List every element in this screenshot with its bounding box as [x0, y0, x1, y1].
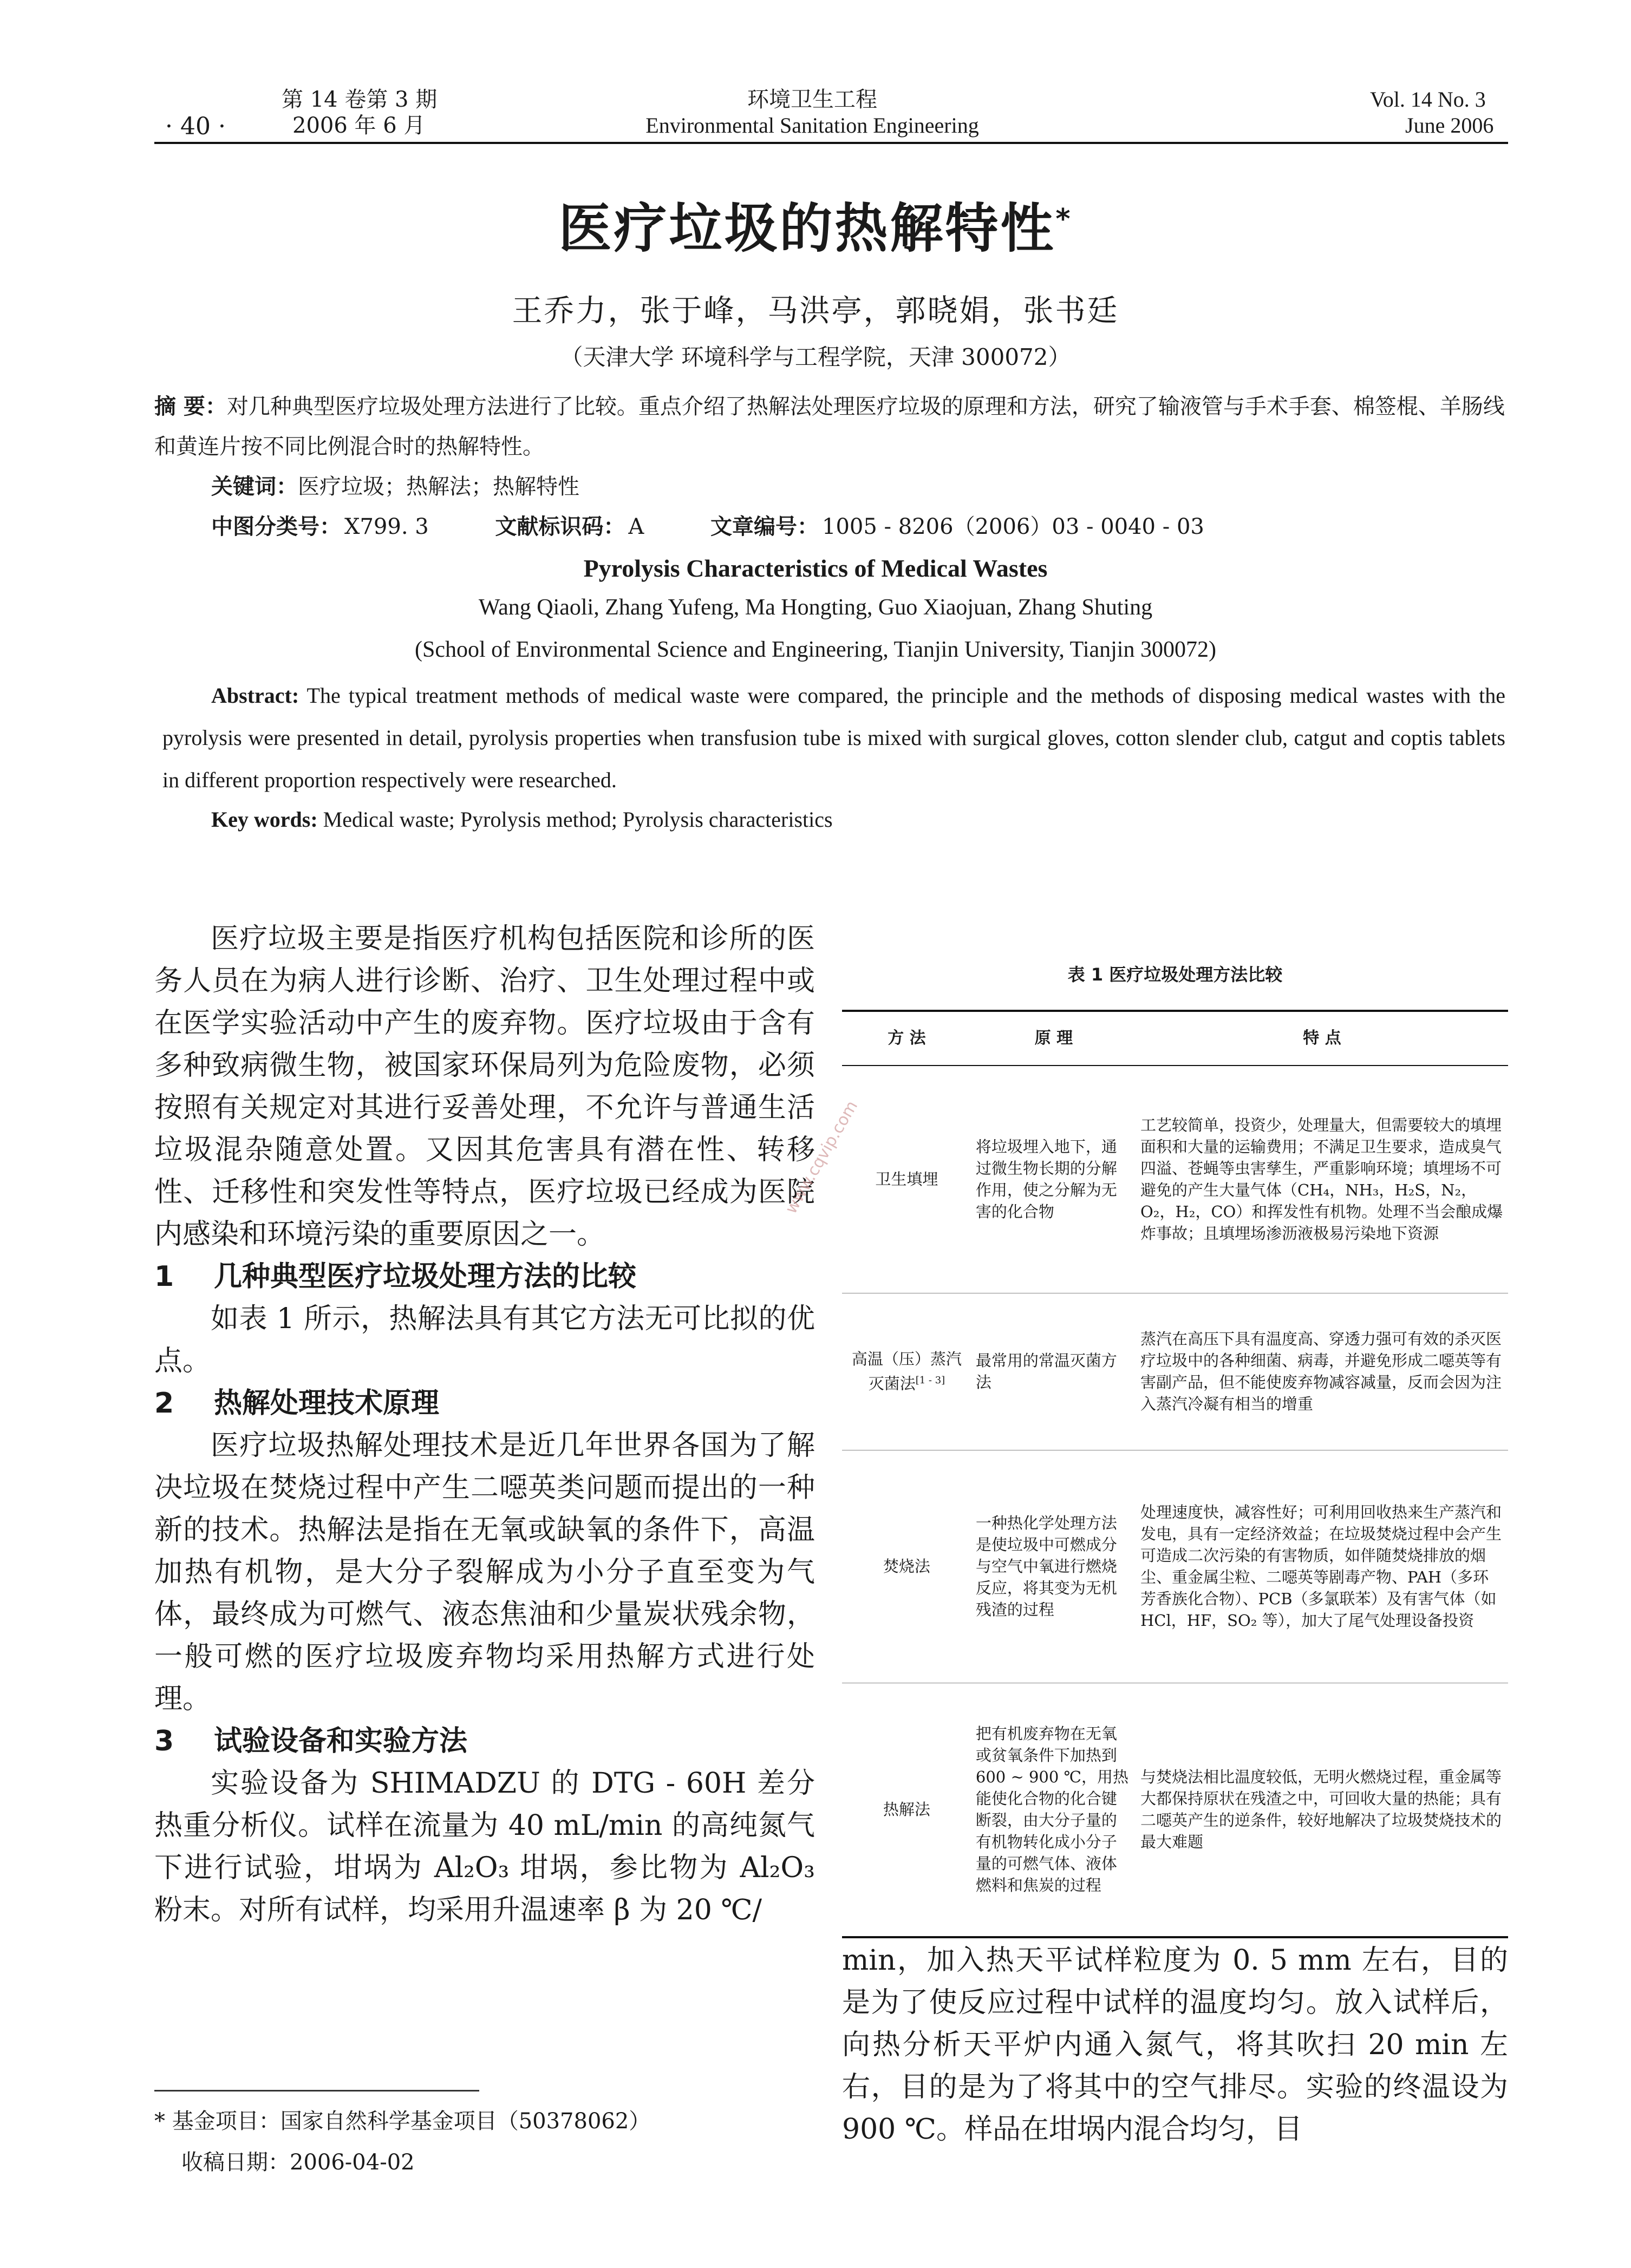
english-abstract: [162, 675, 1505, 801]
english-keywords-text: Medical waste; Pyrolysis method; Pyrolysis characteristics: [317, 807, 833, 832]
table-cell-features: 处理速度快，减容性好；可利用回收热来生产蒸汽和发电，具有一定经济效益；在垃圾焚烧过程中会产生可造成二次污染的有害物质，如伴随焚烧排放的烟尘、重金属尘粒、二噁英等剧毒产物、PAH（多环芳香族化合物）、PCB（多氯联苯）及有害气体（如 HCl，HF，SO₂ 等），加大了尾气处理设备投资: [1136, 1450, 1508, 1683]
english-keywords: [211, 805, 833, 835]
intro-paragraph: 医疗垃圾主要是指医疗机构包括医院和诊所的医务人员在为病人进行诊断、治疗、卫生处理过程中或在医学实验活动中产生的废弃物。医疗垃圾由于含有多种致病微生物，被国家环保局列为危险废物，必须按照有关规定对其进行妥善处理，不允许与普通生活垃圾混杂随意处置。又因其危害具有潜在性、转移性、迁移性和突发性等特点，医疗垃圾已经成为医院内感染和环境污染的重要原因之一。: [154, 923, 815, 1251]
footnote: [154, 2101, 650, 2183]
english-title: Pyrolysis Characteristics of Medical Wastes: [583, 554, 1048, 582]
section-3-text-left: 实验设备为 SHIMADZU 的 DTG - 60H 差分热重分析仪。试样在流量为 40 mL/min 的高纯氮气下进行试验，坩埚为 Al₂O₃ 坩埚，参比物为 Al₂O₃ 粉末。对所有试样，均采用升温速率 β 为 20 ℃/: [154, 1767, 815, 1926]
paper-title: 医疗垃圾的热解特性*: [558, 198, 1073, 260]
table-header-features: 特 点: [1136, 1011, 1508, 1066]
clc-label: 中图分类号：: [211, 514, 341, 539]
header-rule: [154, 142, 1508, 144]
section-1-heading: 1 几种典型医疗垃圾处理方法的比较: [154, 1260, 637, 1293]
footnote-fund: * 基金项目：国家自然科学基金项目（50378062）: [154, 2109, 651, 2134]
clc-value: X799. 3: [344, 514, 429, 539]
section-3-heading: 3 试验设备和实验方法: [154, 1725, 468, 1757]
table-cell-principle: 最常用的常温灭菌方法: [971, 1293, 1136, 1450]
table-cell-method: 热解法: [842, 1683, 971, 1937]
header-date-en: June 2006: [1405, 113, 1494, 138]
table-row: [842, 1293, 1508, 1450]
english-affiliation: (School of Environmental Science and Engineering, Tianjin University, Tianjin 300072): [415, 637, 1216, 662]
header-date-cn: 2006 年 6 月: [292, 113, 426, 138]
section-1-text: 如表 1 所示，热解法具有其它方法无可比拟的优点。: [154, 1303, 815, 1377]
footnote-received: 收稿日期：2006-04-02: [181, 2150, 415, 2175]
table-cell-principle: 把有机废弃物在无氧或贫氧条件下加热到 600 ~ 900 ℃，用热能使化合物的化合键断裂，由大分子量的有机物转化成小分子量的可燃气体、液体燃料和焦炭的过程: [971, 1683, 1136, 1937]
english-authors: Wang Qiaoli, Zhang Yufeng, Ma Hongting, Guo Xiaojuan, Zhang Shuting: [478, 595, 1153, 620]
section-2-text: 医疗垃圾热解处理技术是近几年世界各国为了解决垃圾在焚烧过程中产生二噁英类问题而提出的一种新的技术。热解法是指在无氧或缺氧的条件下，高温加热有机物，是大分子裂解成为小分子直至变为气体，最终成为可燃气、液态焦油和少量炭状残余物，一般可燃的医疗垃圾废弃物均采用热解方式进行处理。: [154, 1429, 815, 1715]
table-header-principle: 原 理: [971, 1011, 1136, 1066]
table-cell-features: 与焚烧法相比温度较低，无明火燃烧过程，重金属等大都保持原状在残渣之中，可回收大量的热能；具有二噁英产生的逆条件，较好地解决了垃圾焚烧技术的最大难题: [1136, 1683, 1508, 1937]
table-cell-method: 焚烧法: [842, 1450, 971, 1683]
section-2-heading: 2 热解处理技术原理: [154, 1387, 440, 1420]
keywords-cn-label: 关键词：: [211, 474, 298, 499]
table-cell-principle: 将垃圾埋入地下，通过微生物长期的分解作用，使之分解为无害的化合物: [971, 1066, 1136, 1293]
header-journal-cn: 环境卫生工程: [747, 87, 877, 112]
table-1: [842, 1010, 1508, 1938]
english-abstract-label: Abstract:: [211, 683, 299, 708]
abstract-cn-label: 摘 要：: [154, 394, 227, 419]
doc-code-value: A: [628, 514, 644, 539]
article-number-label: 文章编号：: [710, 514, 819, 539]
section-3-text-right: min，加入热天平试样粒度为 0. 5 mm 左右，目的是为了使反应过程中试样的温度均匀。放入试样后，向热分析天平炉内通入氮气，将其吹扫 20 min 左右，目的是为了将其中的空气排尽。实验的终温设为 900 ℃。样品在坩埚内混合均匀，目: [842, 1944, 1508, 2146]
header-volume-en: Vol. 14 No. 3: [1370, 87, 1486, 112]
abstract-cn: [154, 387, 1508, 507]
header-journal-en: Environmental Sanitation Engineering: [645, 113, 979, 138]
table-header-method: 方 法: [842, 1011, 971, 1066]
footnote-rule: [154, 2090, 479, 2091]
authors-cn: 王乔力，张于峰，马洪亭，郭晓娟，张书廷: [512, 293, 1119, 329]
watermark: www.cqvip.com: [781, 1097, 862, 1217]
header-volume-cn: 第 14 卷第 3 期: [282, 87, 438, 112]
table-cell-principle: 一种热化学处理方法是使垃圾中可燃成分与空气中氧进行燃烧反应，将其变为无机残渣的过程: [971, 1450, 1136, 1683]
header-page-number: · 40 ·: [165, 113, 226, 140]
table-row: [842, 1683, 1508, 1937]
table-row: [842, 1066, 1508, 1293]
table-cell-method: 卫生填埋: [842, 1066, 971, 1293]
doc-code-label: 文献标识码：: [495, 514, 625, 539]
table-cell-features: 蒸汽在高压下具有温度高、穿透力强可有效的杀灭医疗垃圾中的各种细菌、病毒，并避免形成二噁英等有害副产品，但不能使废弃物减容减量，反而会因为注入蒸汽冷凝有相当的增重: [1136, 1293, 1508, 1450]
english-keywords-label: Key words:: [211, 807, 318, 832]
body-right-column: [842, 1939, 1508, 2151]
table-1-caption: 表 1 医疗垃圾处理方法比较: [1067, 964, 1283, 985]
classification-row: [211, 512, 1204, 542]
affiliation-cn: （天津大学 环境科学与工程学院，天津 300072）: [560, 344, 1071, 370]
keywords-cn-text: 医疗垃圾；热解法；热解特性: [298, 474, 579, 499]
table-row: [842, 1450, 1508, 1683]
article-number-value: 1005 - 8206（2006）03 - 0040 - 03: [822, 514, 1204, 539]
abstract-cn-text: 对几种典型医疗垃圾处理方法进行了比较。重点介绍了热解法处理医疗垃圾的原理和方法，研究了输液管与手术手套、棉签棍、羊肠线和黄连片按不同比例混合时的热解特性。: [154, 394, 1505, 459]
table-cell-method: 高温（压）蒸汽灭菌法[1 - 3]: [842, 1293, 971, 1450]
body-left-column: [154, 918, 815, 1931]
table-cell-features: 工艺较简单，投资少，处理量大，但需要较大的填埋面积和大量的运输费用；不满足卫生要求，造成臭气四溢、苍蝇等虫害孳生，严重影响环境；填埋场不可避免的产生大量气体（CH₄，NH₃，H₂S，N₂，O₂，H₂，CO）和挥发性有机物。处理不当会酿成爆炸事故；且填埋场渗沥液极易污染地下资源: [1136, 1066, 1508, 1293]
english-abstract-text: The typical treatment methods of medical waste were compared, the principle and the methods of disposing medical wastes with the pyrolysis were presented in detail, pyrolysis properties when transfusion tube is mixed with surgical gloves, cotton slender club, catgut and coptis tablets in different proportion respectively were researched.: [162, 683, 1505, 792]
